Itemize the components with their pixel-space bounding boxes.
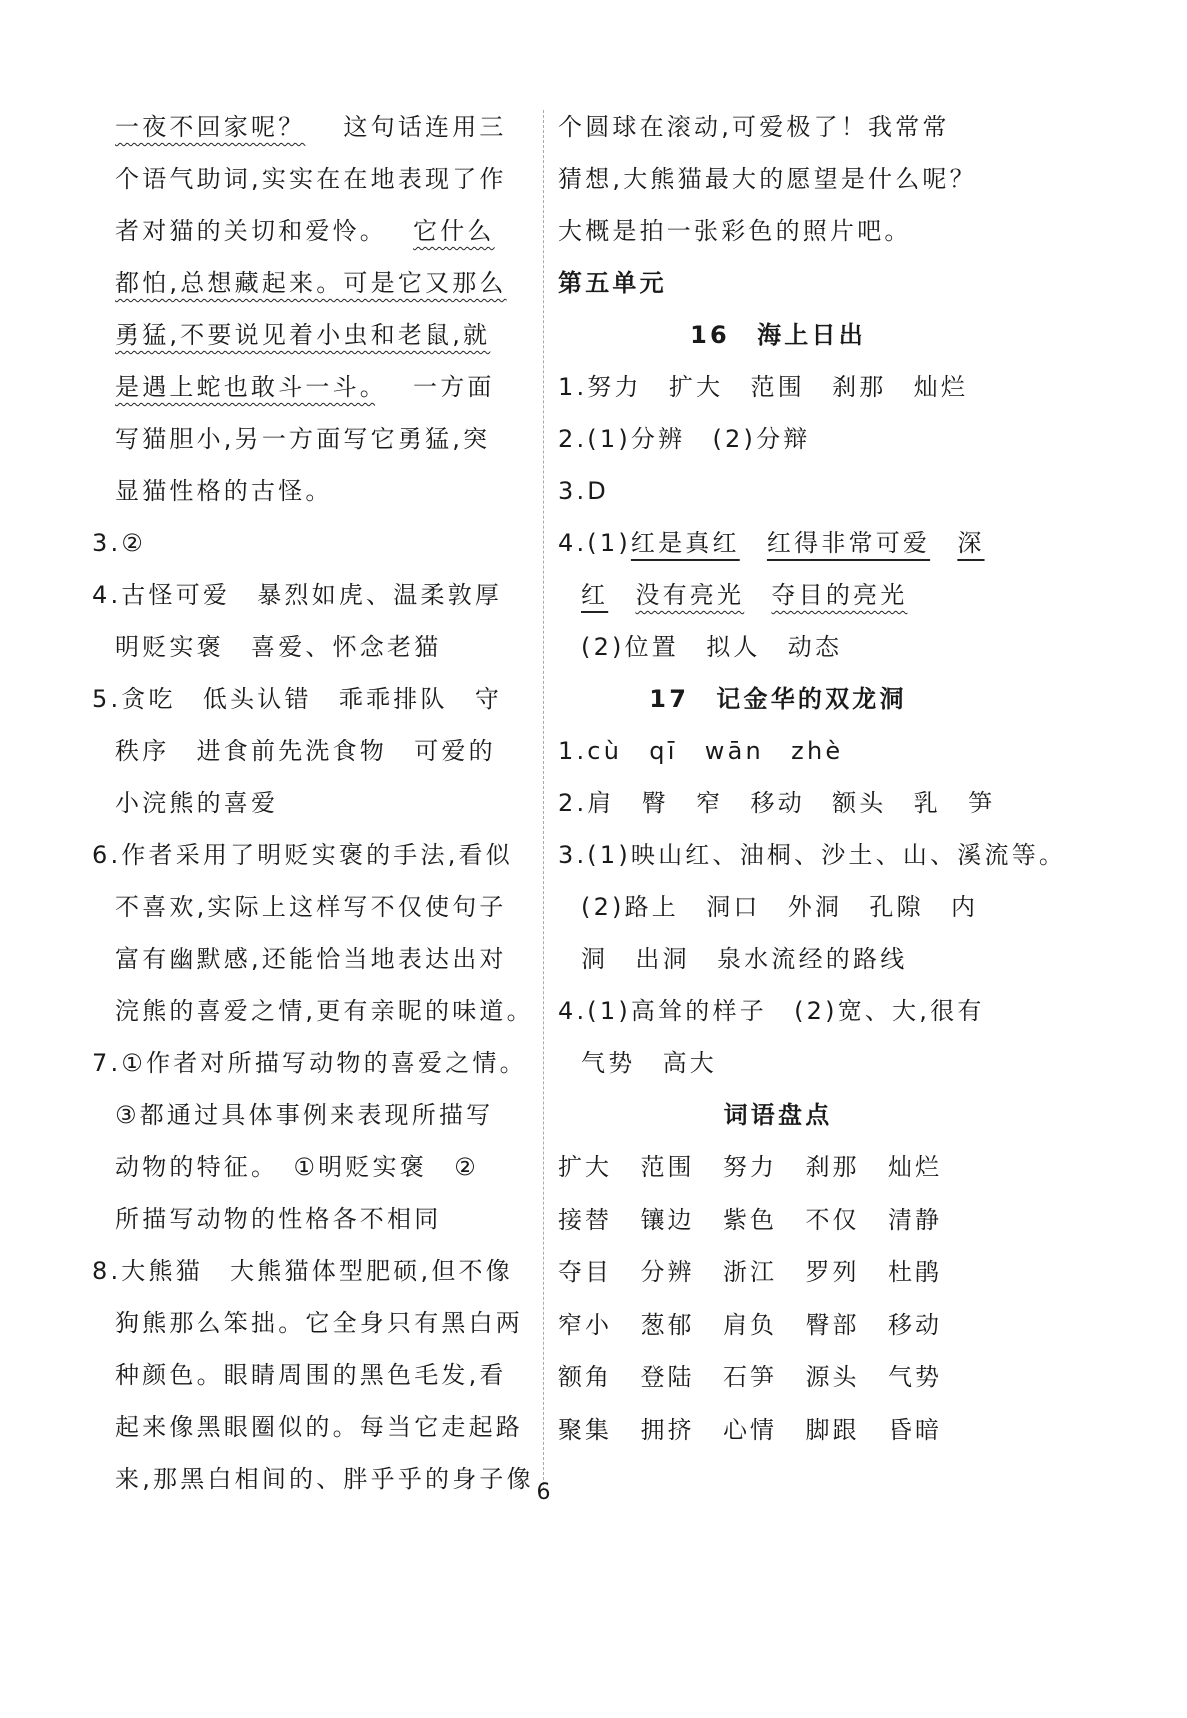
right-column xyxy=(558,104,1067,1459)
vocabulary-word: 石笋 xyxy=(723,1363,777,1391)
text-segment: 洞 出洞 泉水流经的路线 xyxy=(581,945,908,973)
text-segment: 4.古怪可爱 暴烈如虎、温柔敦厚 xyxy=(92,581,503,609)
text-segment: 1.努力 扩大 范围 刹那 灿烂 xyxy=(558,373,969,401)
text-line xyxy=(92,1092,532,1144)
vocabulary-word: 源头 xyxy=(805,1363,860,1391)
section-heading: 词语盘点 xyxy=(723,1101,833,1129)
text-line xyxy=(558,728,998,780)
text-segment: 来,那黑白相间的、胖乎乎的身子像 xyxy=(115,1465,534,1493)
text-line xyxy=(92,780,532,832)
underlined-text: 是遇上蛇也敢斗一斗。 xyxy=(115,373,375,401)
vocabulary-grid xyxy=(558,1144,998,1459)
underlined-text: 红 xyxy=(581,581,609,609)
text-line xyxy=(92,260,532,312)
text-line xyxy=(558,884,998,936)
text-segment: ③都通过具体事例来表现所描写 xyxy=(115,1101,494,1129)
vocabulary-word: 罗列 xyxy=(805,1258,860,1286)
text-line xyxy=(558,1040,998,1092)
text-segment: 一方面 xyxy=(375,373,495,401)
text-segment: 富有幽默感,还能恰当地表达出对 xyxy=(115,945,507,973)
text-line xyxy=(92,624,532,676)
text-line xyxy=(92,1248,532,1300)
text-line xyxy=(558,1092,998,1144)
text-segment: 4.(1) xyxy=(558,529,631,557)
text-segment: 猜想,大熊猫最大的愿望是什么呢？ xyxy=(558,165,977,193)
vocabulary-word: 昏暗 xyxy=(888,1415,942,1444)
text-segment: 写猫胆小,另一方面写它勇猛,突 xyxy=(115,425,491,453)
text-line xyxy=(92,208,532,260)
vocabulary-word: 气势 xyxy=(888,1363,942,1391)
vocabulary-word: 范围 xyxy=(640,1153,695,1181)
text-line xyxy=(558,468,998,520)
vocabulary-word: 夺目 xyxy=(558,1258,612,1286)
text-line xyxy=(92,676,532,728)
column-divider xyxy=(543,110,544,1490)
vocabulary-word: 浙江 xyxy=(723,1258,777,1286)
text-line xyxy=(92,364,532,416)
text-segment: 1.cù qī wān zhè xyxy=(558,737,844,765)
underlined-text: 都怕,总想藏起来。可是它又那么 xyxy=(115,269,507,297)
text-line xyxy=(92,156,532,208)
text-segment: 者对猫的关切和爱怜。 xyxy=(115,217,414,245)
vocabulary-word: 杜鹃 xyxy=(888,1258,942,1286)
text-segment xyxy=(930,529,957,557)
text-segment: 7.①作者对所描写动物的喜爱之情。 xyxy=(92,1049,527,1077)
text-segment: 起来像黑眼圈似的。每当它走起路 xyxy=(115,1413,523,1441)
text-segment: 5.贪吃 低头认错 乖乖排队 守 xyxy=(92,685,503,713)
text-segment: 个圆球在滚动,可爱极了！我常常 xyxy=(558,113,950,141)
text-segment xyxy=(744,581,771,609)
text-line xyxy=(92,1196,532,1248)
text-segment: 所描写动物的性格各不相同 xyxy=(115,1205,442,1233)
text-segment: 小浣熊的喜爱 xyxy=(115,789,279,817)
vocabulary-word: 紫色 xyxy=(723,1205,777,1234)
text-line xyxy=(558,572,998,624)
text-line xyxy=(92,1300,532,1352)
text-line xyxy=(92,468,532,520)
text-segment: 4.(1)高耸的样子 (2)宽、大,很有 xyxy=(558,997,985,1025)
vocabulary-word: 聚集 xyxy=(558,1415,612,1444)
text-line xyxy=(558,364,998,416)
text-segment: 不喜欢,实际上这样写不仅使句子 xyxy=(115,893,507,921)
text-line xyxy=(92,728,532,780)
text-segment: 显猫性格的古怪。 xyxy=(115,477,333,505)
text-line xyxy=(558,988,998,1040)
vocabulary-word: 心情 xyxy=(723,1415,777,1444)
text-line xyxy=(92,1404,532,1456)
underlined-text: 深 xyxy=(957,529,985,557)
text-segment: 2.(1)分辨 (2)分辩 xyxy=(558,425,811,453)
underlined-text: 夺目的亮光 xyxy=(771,581,908,609)
text-segment: 3.② xyxy=(92,529,147,557)
text-line xyxy=(92,1040,532,1092)
text-line xyxy=(558,936,998,988)
text-line xyxy=(92,988,532,1040)
text-segment: (2)位置 拟人 动态 xyxy=(581,633,843,661)
text-segment: 6.作者采用了明贬实褒的手法,看似 xyxy=(92,841,513,869)
text-line xyxy=(92,1352,532,1404)
vocabulary-word: 额角 xyxy=(558,1363,612,1391)
underlined-text: 勇猛,不要说见着小虫和老鼠,就 xyxy=(115,321,491,349)
text-line xyxy=(92,832,532,884)
text-segment: 种颜色。眼睛周围的黑色毛发,看 xyxy=(115,1361,507,1389)
text-segment: 个语气助词,实实在在地表现了作 xyxy=(115,165,507,193)
vocabulary-word: 肩负 xyxy=(723,1310,777,1339)
text-line xyxy=(558,156,998,208)
text-line xyxy=(558,416,998,468)
text-line xyxy=(558,676,998,728)
text-line xyxy=(92,104,532,156)
vocabulary-word: 窄小 xyxy=(558,1310,612,1339)
underlined-text: 红得非常可爱 xyxy=(766,529,931,557)
text-segment: 3.(1)映山红、油桐、沙土、山、溪流等。 xyxy=(558,841,1067,869)
text-segment: 大概是拍一张彩色的照片吧。 xyxy=(558,217,912,245)
text-line xyxy=(92,572,532,624)
vocabulary-word: 接替 xyxy=(558,1205,612,1234)
text-segment: 秩序 进食前先洗食物 可爱的 xyxy=(115,737,496,765)
text-line xyxy=(558,780,998,832)
text-line xyxy=(558,520,998,572)
text-segment: 动物的特征。 ①明贬实褒 ② xyxy=(115,1153,479,1181)
text-segment: 8.大熊猫 大熊猫体型肥硕,但不像 xyxy=(92,1257,513,1285)
text-line xyxy=(558,208,998,260)
text-line xyxy=(558,312,998,364)
section-heading: 16 海上日出 xyxy=(690,321,866,349)
underlined-text: 它什么 xyxy=(413,217,495,245)
underlined-text: 没有亮光 xyxy=(635,581,745,609)
underlined-text: 红是真红 xyxy=(630,529,740,557)
vocabulary-word: 拥挤 xyxy=(640,1415,695,1444)
text-segment: 这句话连用三 xyxy=(305,113,507,141)
text-line xyxy=(92,1144,532,1196)
text-line xyxy=(92,884,532,936)
vocabulary-word: 扩大 xyxy=(558,1153,612,1181)
vocabulary-word: 不仅 xyxy=(805,1205,860,1234)
text-segment: 浣熊的喜爱之情,更有亲昵的味道。 xyxy=(115,997,534,1025)
vocabulary-word: 清静 xyxy=(888,1205,942,1234)
text-segment: 2.肩 臀 窄 移动 额头 乳 笋 xyxy=(558,789,996,817)
text-segment: 3.D xyxy=(558,477,609,505)
vocabulary-word: 登陆 xyxy=(640,1363,695,1391)
vocabulary-word: 臀部 xyxy=(805,1310,860,1339)
text-line xyxy=(558,624,998,676)
vocabulary-word: 镶边 xyxy=(640,1205,695,1234)
section-heading: 17 记金华的双龙洞 xyxy=(649,685,907,713)
text-segment: 狗熊那么笨拙。它全身只有黑白两 xyxy=(115,1309,523,1337)
vocabulary-word: 移动 xyxy=(888,1310,942,1339)
text-segment: 明贬实褒 喜爱、怀念老猫 xyxy=(115,633,442,661)
text-line xyxy=(558,104,998,156)
text-segment xyxy=(608,581,635,609)
left-column xyxy=(92,104,532,1508)
text-segment: 气势 高大 xyxy=(581,1049,717,1077)
text-segment xyxy=(740,529,767,557)
vocabulary-word: 分辨 xyxy=(640,1258,695,1286)
section-heading: 第五单元 xyxy=(558,269,667,297)
underlined-text: 一夜不回家呢？ xyxy=(115,113,306,141)
text-line xyxy=(92,936,532,988)
text-segment: (2)路上 洞口 外洞 孔隙 内 xyxy=(581,893,979,921)
vocabulary-word: 努力 xyxy=(723,1153,777,1181)
text-line xyxy=(92,312,532,364)
vocabulary-word: 葱郁 xyxy=(640,1310,695,1339)
text-line xyxy=(558,832,1067,884)
text-line xyxy=(92,416,532,468)
vocabulary-word: 灿烂 xyxy=(888,1153,942,1181)
text-line xyxy=(558,260,998,312)
vocabulary-word: 脚跟 xyxy=(805,1415,860,1444)
page-number: 6 xyxy=(536,1480,551,1505)
vocabulary-word: 刹那 xyxy=(805,1153,860,1181)
text-line xyxy=(92,520,532,572)
